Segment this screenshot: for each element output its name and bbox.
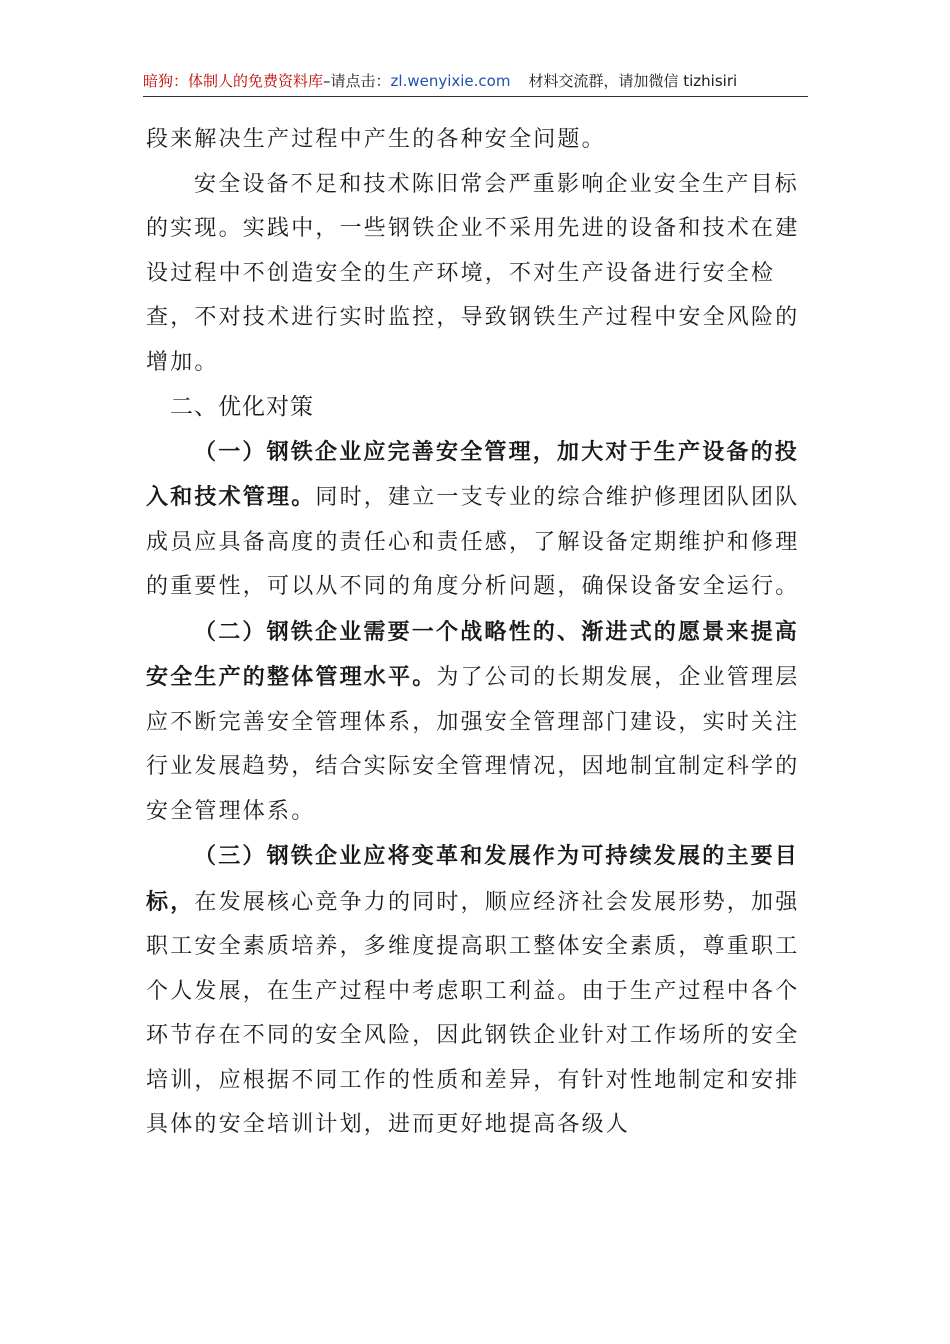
paragraph-measure-3 — [146, 834, 810, 1148]
document-body — [146, 118, 810, 1148]
header-click-prompt: –请点击： — [323, 72, 391, 90]
header-url-link[interactable]: zl.wenyixie.com — [390, 72, 511, 90]
measure-1-lead: （一）钢铁企业应完善安全管理，加大对于生产设备的投入和技术管理。 — [146, 438, 800, 510]
paragraph-measure-1 — [146, 430, 810, 610]
paragraph-continuation: 段来解决生产过程中产生的各种安全问题。 — [146, 127, 606, 152]
measure-2-text: 为了公司的长期发展，企业管理层应不断完善安全管理体系，加强安全管理部门建设，实时关注行业发展趋势，结合实际安全管理情况，因地制宜制定科学的安全管理体系。 — [146, 665, 800, 824]
measure-1-text: 同时，建立一支专业的综合维护修理团队团队成员应具备高度的责任心和责任感，了解设备定期维护和修理的重要性，可以从不同的角度分析问题，确保设备安全运行。 — [146, 485, 800, 599]
measure-3-lead: （三）钢铁企业应将变革和发展作为可持续发展的主要目标， — [146, 843, 800, 915]
section-heading: 二、优化对策 — [170, 394, 314, 420]
header-wechat-note: 材料交流群，请加微信 tizhisiri — [528, 72, 738, 90]
paragraph-equipment: 安全设备不足和技术陈旧常会严重影响企业安全生产目标的实现。实践中，一些钢铁企业不采用先进的设备和技术在建设过程中不创造安全的生产环境，不对生产设备进行安全检查，不对技术进行实时监控，导致钢铁生产过程中安全风险的增加。 — [146, 171, 800, 375]
page-header — [143, 70, 808, 97]
measure-3-text: 在发展核心竞争力的同时，顺应经济社会发展形势，加强职工安全素质培养，多维度提高职工整体安全素质，尊重职工个人发展，在生产过程中考虑职工利益。由于生产过程中各个环节存在不同的安全风险，因此钢铁企业针对工作场所的安全培训，应根据不同工作的性质和差异，有针对性地制定和安排具体的安全培训计划，进而更好地提高各级人 — [146, 889, 800, 1137]
measure-2-lead: （二）钢铁企业需要一个战略性的、渐进式的愿景来提高安全生产的整体管理水平。 — [146, 618, 800, 690]
header-site-name: 暗狗：体制人的免费资料库 — [143, 72, 324, 90]
paragraph-measure-2 — [146, 610, 810, 835]
